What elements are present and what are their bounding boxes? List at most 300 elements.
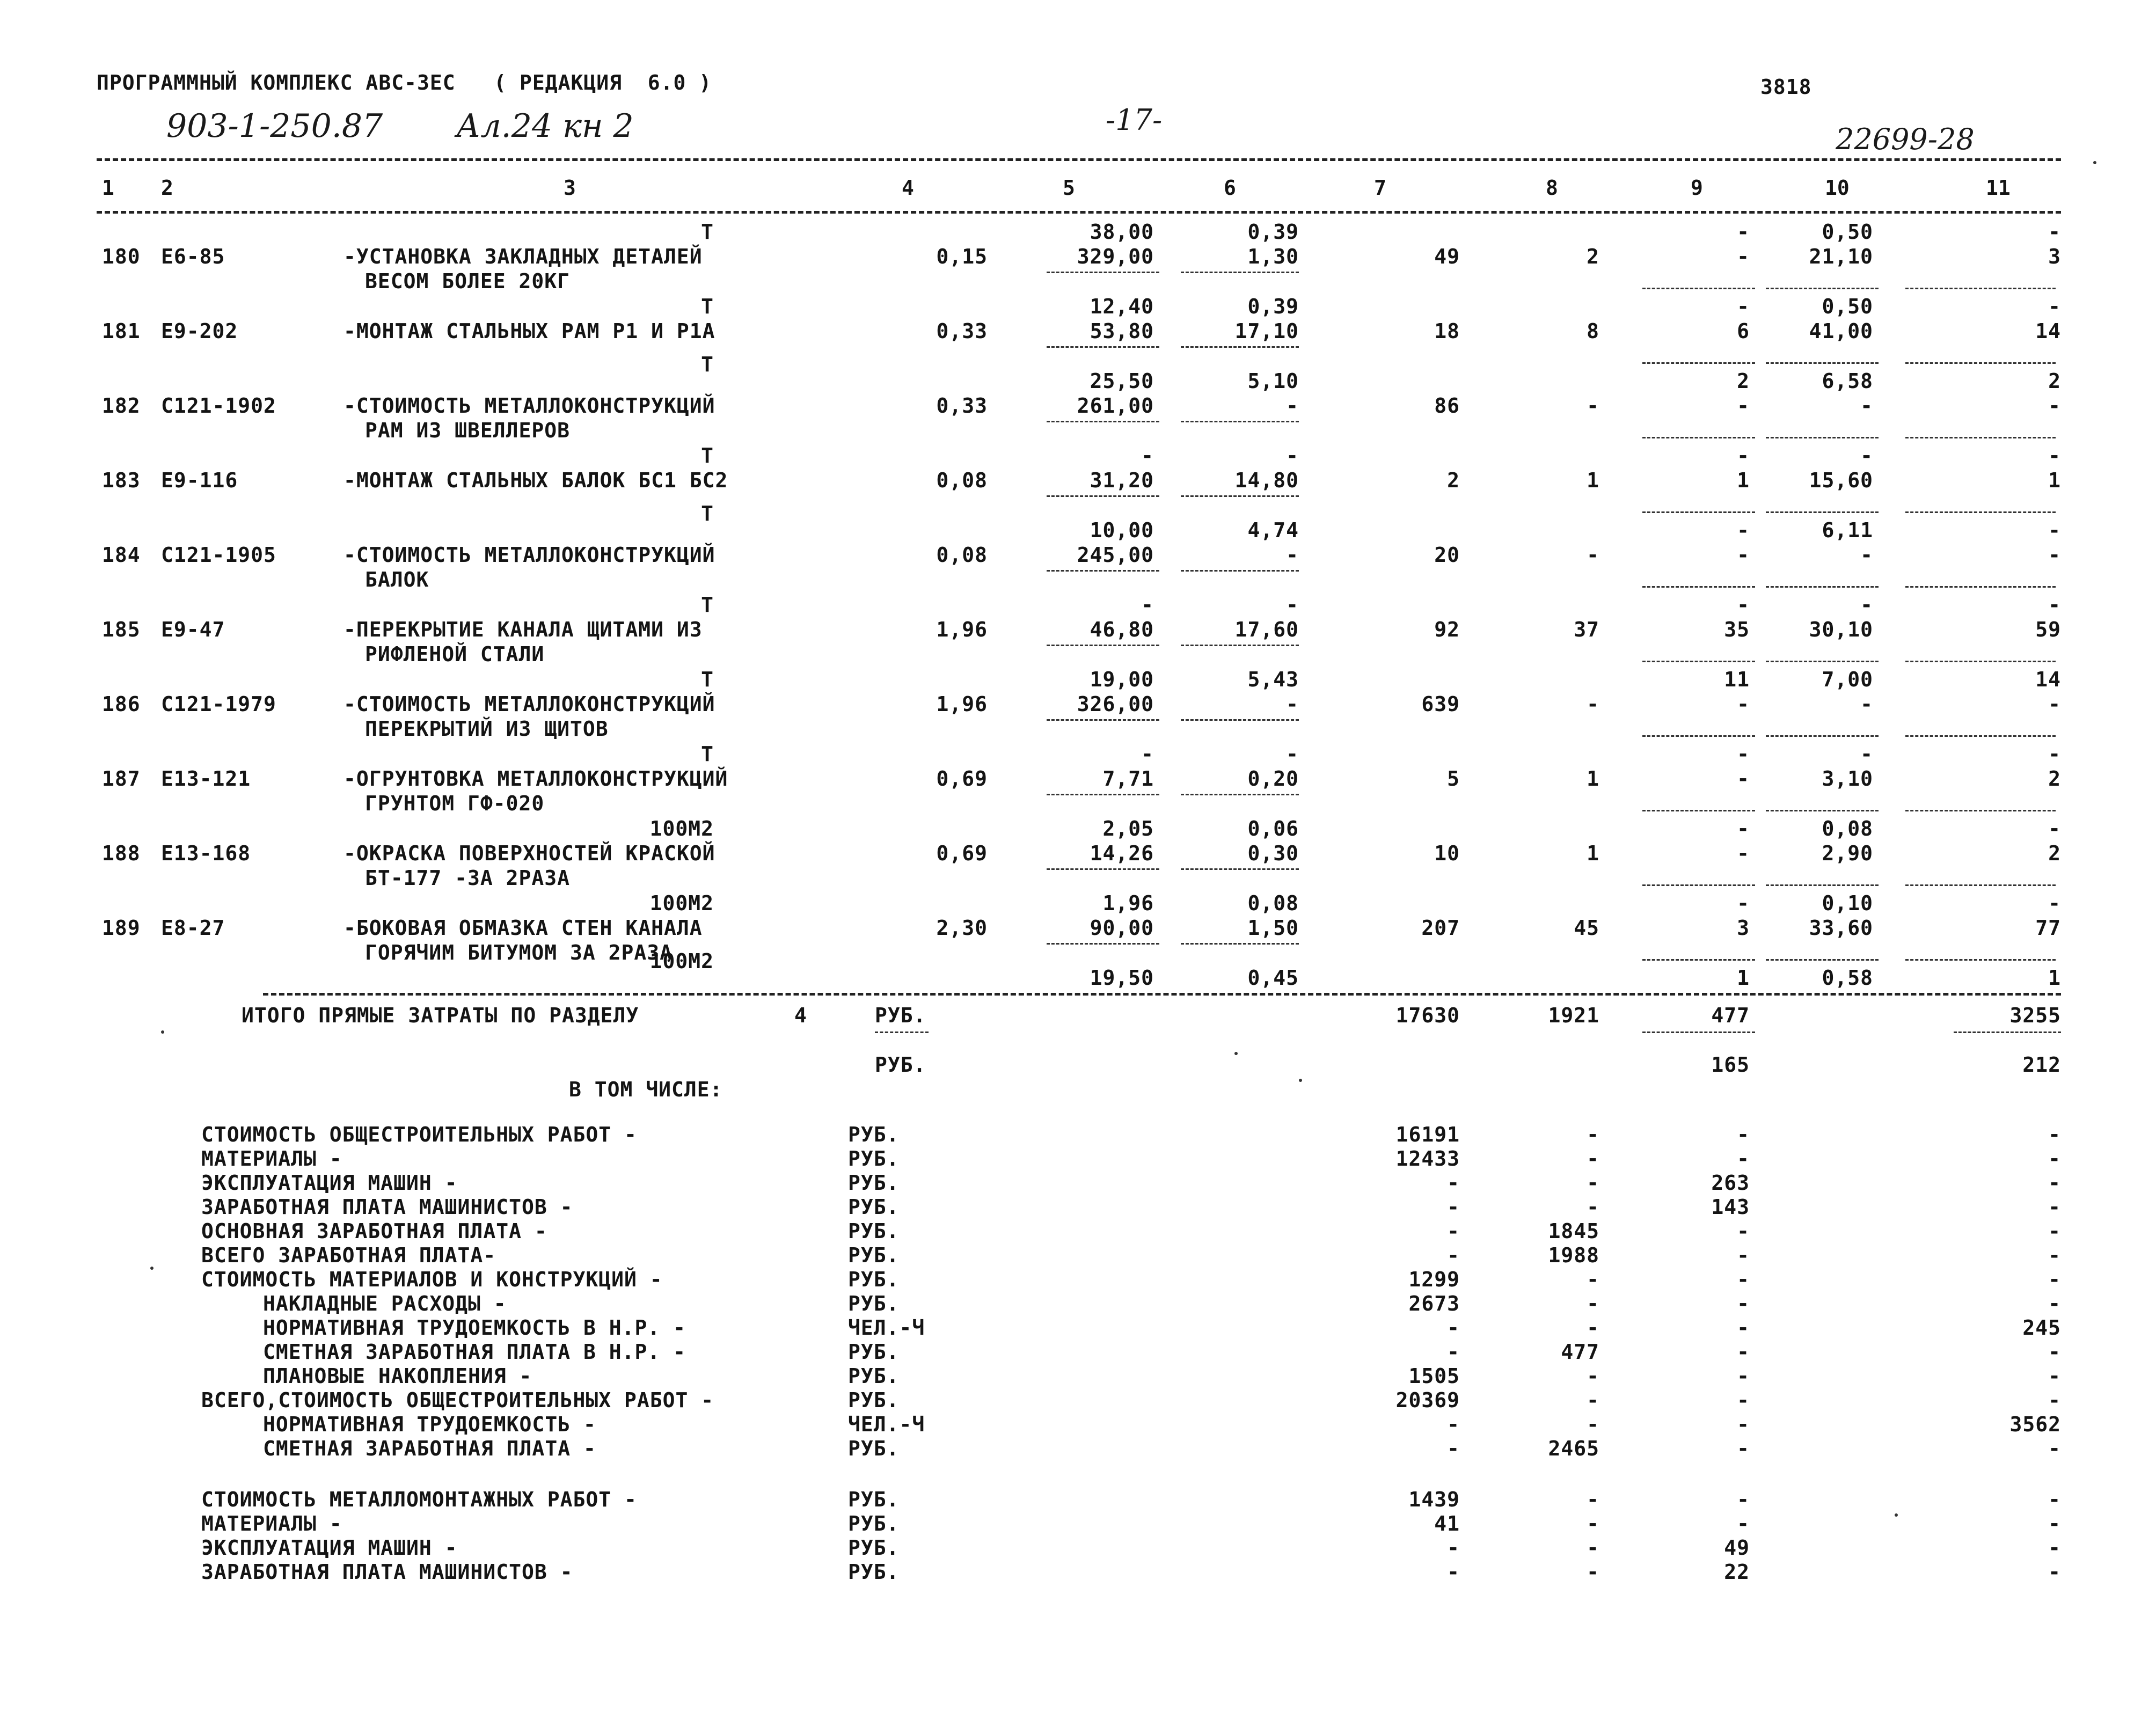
cell-col5-top: 19,00 <box>1090 668 1154 691</box>
page-number: -17- <box>1106 103 1163 137</box>
cell-col10-top: - <box>1860 742 1873 766</box>
cell-col5-top: 38,00 <box>1090 220 1154 244</box>
summary-label: ЗАРАБОТНАЯ ПЛАТА МАШИНИСТОВ - <box>201 1195 573 1219</box>
row-quantity: 0,08 <box>936 469 988 492</box>
cell-col11: 14 <box>2035 319 2061 343</box>
cell-divider <box>1642 810 1755 811</box>
cell-col10-top: 0,50 <box>1822 295 1873 318</box>
cell-divider <box>1642 586 1755 588</box>
summary-col7: - <box>1447 1536 1460 1560</box>
summary-col7: 20369 <box>1395 1388 1460 1412</box>
cell-col6: - <box>1286 543 1299 567</box>
cell-divider <box>1642 661 1755 662</box>
cell-col7: 92 <box>1434 618 1460 641</box>
cell-col8: 1 <box>1587 767 1599 791</box>
summary-col7: - <box>1447 1219 1460 1243</box>
summary-col7: - <box>1447 1560 1460 1584</box>
summary-unit: РУБ. <box>848 1147 900 1170</box>
cell-divider <box>1905 661 2056 662</box>
summary-col11: - <box>2048 1123 2061 1146</box>
cell-divider <box>1181 272 1299 273</box>
cell-divider <box>1047 719 1159 721</box>
row-description: -ОГРУНТОВКА МЕТАЛЛОКОНСТРУКЦИЙ <box>344 767 728 791</box>
cell-divider <box>1181 421 1299 422</box>
column-header-4: 4 <box>902 176 914 200</box>
summary-unit: РУБ. <box>848 1219 900 1243</box>
summary-label: ОСНОВНАЯ ЗАРАБОТНАЯ ПЛАТА - <box>201 1219 547 1243</box>
cell-col5: 326,00 <box>1077 692 1154 716</box>
cell-divider <box>1642 735 1755 737</box>
summary-col7: - <box>1447 1171 1460 1195</box>
cell-col5: 14,26 <box>1090 842 1154 865</box>
summary-col9: - <box>1737 1340 1750 1364</box>
cell-col8: 1 <box>1587 842 1599 865</box>
cell-divider <box>1181 943 1299 945</box>
summary-col11: - <box>2048 1292 2061 1315</box>
cell-col11: 59 <box>2035 618 2061 641</box>
row-code: С121-1979 <box>161 692 276 716</box>
scan-speck <box>1895 1513 1898 1517</box>
summary-col9: - <box>1737 1268 1750 1291</box>
cell-col7: 49 <box>1434 245 1460 268</box>
row-description-cont: БАЛОК <box>365 568 429 591</box>
cell-col5: 46,80 <box>1090 618 1154 641</box>
summary-col9: 49 <box>1724 1536 1750 1560</box>
cell-divider <box>1766 586 1879 588</box>
summary-col8: 1845 <box>1548 1219 1599 1243</box>
summary-unit: РУБ. <box>848 1195 900 1219</box>
scan-speck <box>150 1267 154 1270</box>
row-code: Е8-27 <box>161 916 225 940</box>
cell-divider <box>1905 437 2056 438</box>
cell-col7: 86 <box>1434 394 1460 418</box>
summary-col8: 477 <box>1561 1340 1599 1364</box>
row-number: 183 <box>102 469 141 492</box>
cell-divider <box>1766 437 1879 438</box>
cell-col5: 53,80 <box>1090 319 1154 343</box>
summary-unit: РУБ. <box>848 1123 900 1146</box>
summary-col11: - <box>2048 1147 2061 1170</box>
summary-unit: РУБ. <box>848 1243 900 1267</box>
row-quantity: 0,08 <box>936 543 988 567</box>
cell-col9-top: - <box>1737 220 1750 244</box>
cell-col5: 7,71 <box>1102 767 1154 791</box>
row-quantity: 1,96 <box>936 692 988 716</box>
cell-col9: 3 <box>1737 916 1750 940</box>
cell-divider <box>1642 884 1755 886</box>
summary-col8: - <box>1587 1292 1599 1315</box>
totals-divider <box>1642 1031 1755 1033</box>
table-top-rule <box>97 158 2061 161</box>
summary-col11: 3562 <box>2009 1413 2061 1436</box>
totals-col9: 477 <box>1711 1004 1750 1027</box>
cell-col10-top: 0,10 <box>1822 891 1873 915</box>
cell-col10: - <box>1860 692 1873 716</box>
cell-col11-top: 14 <box>2035 668 2061 691</box>
summary-col9: - <box>1737 1488 1750 1511</box>
cell-col11: - <box>2048 394 2061 418</box>
summary-col11: - <box>2048 1243 2061 1267</box>
summary-col7: - <box>1447 1340 1460 1364</box>
cell-col5: 31,20 <box>1090 469 1154 492</box>
row-description: -БОКОВАЯ ОБМАЗКА СТЕН КАНАЛА <box>344 916 703 940</box>
summary-col8: 1988 <box>1548 1243 1599 1267</box>
cell-col10-top: 6,11 <box>1822 518 1873 542</box>
row-code: С121-1902 <box>161 394 276 418</box>
cell-col6-top: - <box>1286 593 1299 617</box>
cell-col11: - <box>2048 692 2061 716</box>
row-description: -СТОИМОСТЬ МЕТАЛЛОКОНСТРУКЦИЙ <box>344 394 715 418</box>
summary-col7: 2673 <box>1408 1292 1460 1315</box>
cell-divider <box>1047 868 1159 870</box>
cell-col6-extra: 0,45 <box>1247 966 1299 990</box>
cell-col9-extra: 1 <box>1737 966 1750 990</box>
table-header-rule <box>97 211 2061 214</box>
row-number: 181 <box>102 319 141 343</box>
cell-col10-top: - <box>1860 444 1873 467</box>
cell-divider <box>1047 943 1159 945</box>
cell-col11-top: - <box>2048 817 2061 840</box>
summary-col9: - <box>1737 1413 1750 1436</box>
cell-col9-top: - <box>1737 593 1750 617</box>
cell-col9-top: - <box>1737 817 1750 840</box>
cell-divider <box>1766 735 1879 737</box>
cell-divider <box>1642 959 1755 961</box>
cell-col9: - <box>1737 543 1750 567</box>
row-code: Е9-202 <box>161 319 238 343</box>
cell-divider <box>1642 437 1755 438</box>
summary-col8: - <box>1587 1364 1599 1388</box>
cell-col11: 1 <box>2048 469 2061 492</box>
summary-col9: - <box>1737 1243 1750 1267</box>
summary-label: ВСЕГО,СТОИМОСТЬ ОБЩЕСТРОИТЕЛЬНЫХ РАБОТ - <box>201 1388 714 1412</box>
cell-col10: 3,10 <box>1822 767 1873 791</box>
cell-col5: 329,00 <box>1077 245 1154 268</box>
row-quantity: 1,96 <box>936 618 988 641</box>
cell-col10-top: 6,58 <box>1822 369 1873 393</box>
cell-divider <box>1766 884 1879 886</box>
row-description: -ОКРАСКА ПОВЕРХНОСТЕЙ КРАСКОЙ <box>344 842 715 865</box>
cell-divider <box>1181 719 1299 721</box>
totals-col8: 1921 <box>1548 1004 1599 1027</box>
row-description: -МОНТАЖ СТАЛЬНЫХ БАЛОК БС1 БС2 <box>344 469 728 492</box>
summary-label: СТОИМОСТЬ ОБЩЕСТРОИТЕЛЬНЫХ РАБОТ - <box>201 1123 637 1146</box>
summary-col11: - <box>2048 1437 2061 1460</box>
summary-label: ЗАРАБОТНАЯ ПЛАТА МАШИНИСТОВ - <box>201 1560 573 1584</box>
summary-col8: - <box>1587 1413 1599 1436</box>
summary-col11: - <box>2048 1512 2061 1535</box>
summary-label: МАТЕРИАЛЫ - <box>201 1512 342 1535</box>
cell-col5-top: 10,00 <box>1090 518 1154 542</box>
cell-col7: 20 <box>1434 543 1460 567</box>
row-description: -УСТАНОВКА ЗАКЛАДНЫХ ДЕТАЛЕЙ <box>344 245 703 268</box>
cell-divider <box>1642 288 1755 289</box>
summary-col11: - <box>2048 1488 2061 1511</box>
summary-col9: 143 <box>1711 1195 1750 1219</box>
row-description-cont: ПЕРЕКРЫТИЙ ИЗ ЩИТОВ <box>365 717 609 741</box>
cell-divider <box>1766 661 1879 662</box>
row-description-cont: РИФЛЕНОЙ СТАЛИ <box>365 642 545 666</box>
cell-col10: 15,60 <box>1809 469 1873 492</box>
row-unit: Т <box>701 742 714 766</box>
cell-divider <box>1766 959 1879 961</box>
row-quantity: 0,69 <box>936 767 988 791</box>
summary-col8: 2465 <box>1548 1437 1599 1460</box>
column-header-11: 11 <box>1986 176 2011 200</box>
cell-col8: 8 <box>1587 319 1599 343</box>
summary-label: ВСЕГО ЗАРАБОТНАЯ ПЛАТА- <box>201 1243 496 1267</box>
summary-col8: - <box>1587 1123 1599 1146</box>
column-header-6: 6 <box>1224 176 1236 200</box>
cell-col9: - <box>1737 245 1750 268</box>
row-number: 188 <box>102 842 141 865</box>
scan-speck <box>161 1030 164 1034</box>
column-header-5: 5 <box>1063 176 1075 200</box>
cell-col9-top: 2 <box>1737 369 1750 393</box>
summary-unit: РУБ. <box>848 1437 900 1460</box>
summary-col9: - <box>1737 1512 1750 1535</box>
project-code: 903-1-250.87 <box>166 107 383 145</box>
summary-label: НОРМАТИВНАЯ ТРУДОЕМКОСТЬ - <box>263 1413 596 1436</box>
cell-divider <box>1047 570 1159 572</box>
cell-divider <box>1047 645 1159 646</box>
row-quantity: 0,33 <box>936 394 988 418</box>
row-description: -СТОИМОСТЬ МЕТАЛЛОКОНСТРУКЦИЙ <box>344 692 715 716</box>
cell-col6-top: - <box>1286 444 1299 467</box>
row-number: 180 <box>102 245 141 268</box>
cell-col9-top: - <box>1737 295 1750 318</box>
cell-divider <box>1642 511 1755 513</box>
row-unit-below: Т <box>701 353 714 376</box>
summary-col11: - <box>2048 1388 2061 1412</box>
summary-col8: - <box>1587 1195 1599 1219</box>
row-description-cont: БТ-177 -ЗА 2РАЗА <box>365 866 571 890</box>
row-number: 187 <box>102 767 141 791</box>
row-unit-below: Т <box>701 502 714 525</box>
summary-label: МАТЕРИАЛЫ - <box>201 1147 342 1170</box>
cell-divider <box>1766 511 1879 513</box>
cell-divider <box>1905 884 2056 886</box>
totals-col9-2: 165 <box>1711 1053 1750 1077</box>
summary-unit: РУБ. <box>848 1171 900 1195</box>
row-code: Е9-47 <box>161 618 225 641</box>
cell-col10: 21,10 <box>1809 245 1873 268</box>
cell-col5-top: 25,50 <box>1090 369 1154 393</box>
summary-unit: ЧЕЛ.-Ч <box>848 1413 925 1436</box>
cell-col5-top: - <box>1141 742 1154 766</box>
summary-label: НАКЛАДНЫЕ РАСХОДЫ - <box>263 1292 507 1315</box>
totals-divider <box>1954 1031 2061 1033</box>
summary-col8: - <box>1587 1536 1599 1560</box>
cell-col9-top: 11 <box>1724 668 1750 691</box>
summary-col9: - <box>1737 1316 1750 1340</box>
summary-col9: 263 <box>1711 1171 1750 1195</box>
summary-col8: - <box>1587 1512 1599 1535</box>
summary-col7: 12433 <box>1395 1147 1460 1170</box>
inventory-number: 22699-28 <box>1836 122 1975 156</box>
cell-divider <box>1766 362 1879 364</box>
summary-col7: 1299 <box>1408 1268 1460 1291</box>
section-rule <box>263 993 2061 996</box>
cell-col9-top: - <box>1737 891 1750 915</box>
cell-col10-top: - <box>1860 593 1873 617</box>
cell-col5: 245,00 <box>1077 543 1154 567</box>
cell-col6: 0,30 <box>1247 842 1299 865</box>
cell-divider <box>1047 794 1159 795</box>
summary-label: СМЕТНАЯ ЗАРАБОТНАЯ ПЛАТА - <box>263 1437 596 1460</box>
cell-col11-top: - <box>2048 742 2061 766</box>
cell-divider <box>1905 288 2056 289</box>
summary-col11: - <box>2048 1268 2061 1291</box>
cell-col10-extra: 0,58 <box>1822 966 1873 990</box>
summary-unit: РУБ. <box>848 1292 900 1315</box>
summary-label: СТОИМОСТЬ МАТЕРИАЛОВ И КОНСТРУКЦИЙ - <box>201 1268 663 1291</box>
cell-divider <box>1905 735 2056 737</box>
cell-col6: 1,50 <box>1247 916 1299 940</box>
cell-divider <box>1181 645 1299 646</box>
summary-col11: - <box>2048 1195 2061 1219</box>
cell-col8: 37 <box>1574 618 1599 641</box>
summary-unit: РУБ. <box>848 1536 900 1560</box>
row-unit: Т <box>701 444 714 467</box>
scan-speck <box>1299 1079 1302 1082</box>
summary-col9: - <box>1737 1123 1750 1146</box>
cell-col7: 10 <box>1434 842 1460 865</box>
summary-label: СТОИМОСТЬ МЕТАЛЛОМОНТАЖНЫХ РАБОТ - <box>201 1488 637 1511</box>
totals-divider <box>875 1031 929 1033</box>
cell-col6-top: - <box>1286 742 1299 766</box>
row-unit: Т <box>701 220 714 244</box>
row-unit: Т <box>701 295 714 318</box>
column-header-8: 8 <box>1546 176 1558 200</box>
cell-col5: 261,00 <box>1077 394 1154 418</box>
cell-col8: 1 <box>1587 469 1599 492</box>
summary-col8: - <box>1587 1488 1599 1511</box>
row-unit: 100М2 <box>649 891 714 915</box>
cell-col7: 5 <box>1447 767 1460 791</box>
cell-col9: 6 <box>1737 319 1750 343</box>
cell-col8: - <box>1587 394 1599 418</box>
cell-col11: - <box>2048 543 2061 567</box>
summary-unit: РУБ. <box>848 1512 900 1535</box>
cell-col7: 18 <box>1434 319 1460 343</box>
cell-divider <box>1047 421 1159 422</box>
summary-col11: - <box>2048 1340 2061 1364</box>
row-quantity: 0,69 <box>936 842 988 865</box>
cell-col5-top: 12,40 <box>1090 295 1154 318</box>
summary-col9: - <box>1737 1219 1750 1243</box>
cell-divider <box>1905 959 2056 961</box>
cell-divider <box>1181 570 1299 572</box>
cell-col6-top: 4,74 <box>1247 518 1299 542</box>
row-description-cont: ВЕСОМ БОЛЕЕ 20КГ <box>365 269 571 293</box>
cell-col6: 14,80 <box>1234 469 1299 492</box>
cell-col10: 41,00 <box>1809 319 1873 343</box>
totals-section-number: 4 <box>794 1004 807 1027</box>
summary-col9: - <box>1737 1147 1750 1170</box>
row-code: Е13-121 <box>161 767 251 791</box>
row-unit: 100М2 <box>649 817 714 840</box>
cell-col6-top: 5,10 <box>1247 369 1299 393</box>
cell-col9-top: - <box>1737 742 1750 766</box>
summary-col9: - <box>1737 1364 1750 1388</box>
row-description-cont: ГРУНТОМ ГФ-020 <box>365 792 545 815</box>
cell-col11-top: - <box>2048 220 2061 244</box>
cell-col11: 77 <box>2035 916 2061 940</box>
summary-col11: - <box>2048 1364 2061 1388</box>
row-quantity: 0,15 <box>936 245 988 268</box>
summary-unit: ЧЕЛ.-Ч <box>848 1316 925 1340</box>
column-header-3: 3 <box>564 176 576 200</box>
totals-col11-2: 212 <box>2022 1053 2061 1077</box>
summary-col8: - <box>1587 1171 1599 1195</box>
cell-col10-top: 7,00 <box>1822 668 1873 691</box>
cell-col9: - <box>1737 842 1750 865</box>
cell-col11-extra: 1 <box>2048 966 2061 990</box>
cell-col9-top: - <box>1737 444 1750 467</box>
cell-col11-top: - <box>2048 444 2061 467</box>
cell-col10: 2,90 <box>1822 842 1873 865</box>
summary-col7: 1439 <box>1408 1488 1460 1511</box>
column-header-2: 2 <box>161 176 173 200</box>
cell-col9: 35 <box>1724 618 1750 641</box>
totals-col11: 3255 <box>2009 1004 2061 1027</box>
cell-divider <box>1905 362 2056 364</box>
summary-col8: - <box>1587 1147 1599 1170</box>
cell-col10-top: 0,50 <box>1822 220 1873 244</box>
cell-divider <box>1766 810 1879 811</box>
row-description: -СТОИМОСТЬ МЕТАЛЛОКОНСТРУКЦИЙ <box>344 543 715 567</box>
cell-col6-top: 0,39 <box>1247 220 1299 244</box>
row-number: 186 <box>102 692 141 716</box>
summary-col9: 22 <box>1724 1560 1750 1584</box>
cell-col5-top: - <box>1141 593 1154 617</box>
summary-col7: - <box>1447 1413 1460 1436</box>
cell-col6: - <box>1286 394 1299 418</box>
summary-col7: - <box>1447 1195 1460 1219</box>
summary-col8: - <box>1587 1560 1599 1584</box>
summary-col7: 41 <box>1434 1512 1460 1535</box>
cell-col7: 639 <box>1421 692 1460 716</box>
cell-divider <box>1905 586 2056 588</box>
summary-col7: 1505 <box>1408 1364 1460 1388</box>
cell-col8: 2 <box>1587 245 1599 268</box>
summary-col11: 245 <box>2022 1316 2061 1340</box>
cell-col7: 207 <box>1421 916 1460 940</box>
row-quantity: 2,30 <box>936 916 988 940</box>
totals-unit-2: РУБ. <box>875 1053 926 1077</box>
summary-col11: - <box>2048 1219 2061 1243</box>
row-unit: Т <box>701 668 714 691</box>
cell-col10: - <box>1860 394 1873 418</box>
summary-col7: - <box>1447 1243 1460 1267</box>
cell-col6-top: 0,39 <box>1247 295 1299 318</box>
cell-col9: - <box>1737 692 1750 716</box>
summary-col9: - <box>1737 1292 1750 1315</box>
cell-col6: 17,10 <box>1234 319 1299 343</box>
summary-col11: - <box>2048 1560 2061 1584</box>
scan-speck <box>2093 161 2096 164</box>
including-label: В ТОМ ЧИСЛЕ: <box>569 1078 723 1101</box>
summary-unit: РУБ. <box>848 1560 900 1584</box>
row-code: Е9-116 <box>161 469 238 492</box>
cell-divider <box>1181 794 1299 795</box>
summary-unit: РУБ. <box>848 1340 900 1364</box>
summary-col9: - <box>1737 1437 1750 1460</box>
cell-col5-extra: 19,50 <box>1090 966 1154 990</box>
column-header-10: 10 <box>1825 176 1850 200</box>
summary-col11: - <box>2048 1171 2061 1195</box>
